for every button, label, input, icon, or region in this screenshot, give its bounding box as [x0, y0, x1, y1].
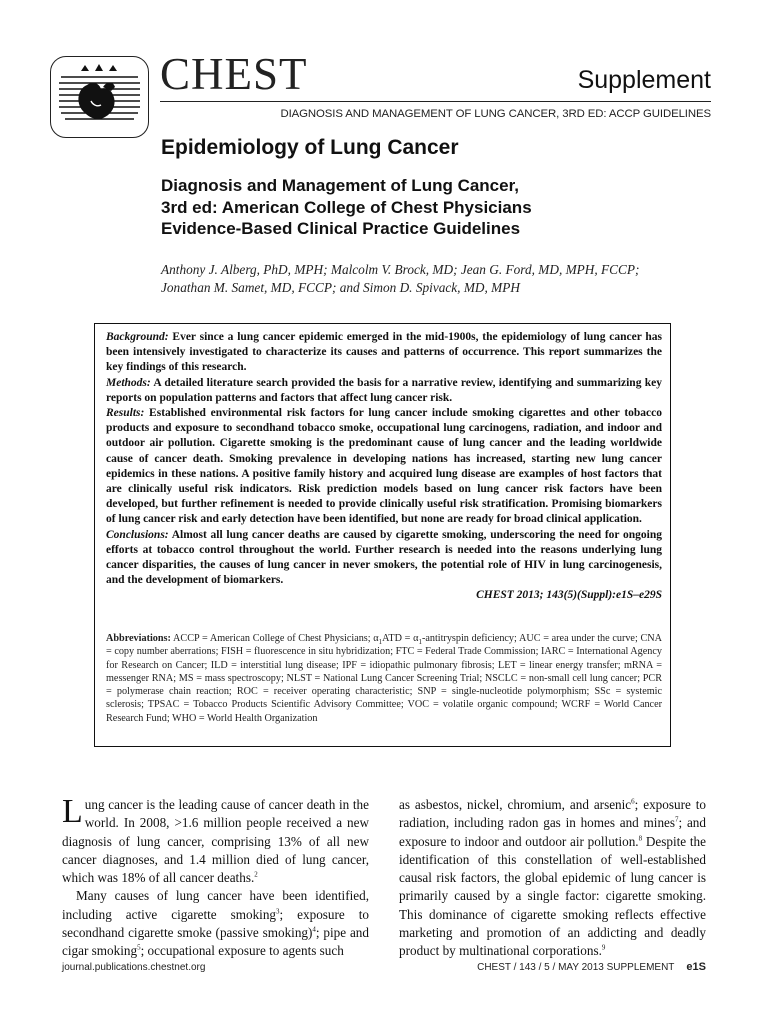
supplement-label: Supplement — [577, 66, 711, 94]
article-subtitle — [161, 175, 721, 240]
body-text: ; and exposure to indoor and outdoor air pollution. — [399, 815, 706, 849]
conclusions-text: Almost all lung cancer deaths are caused by cigarette smoking, underscoring the need for ongoing efforts at tobacco control throughout the world. Further research is needed into the reasons underlying lung cancer disparities, the causes of lung cancer in never smokers, the potential role of HIV in lung carcinogenesis, and the development of biomarkers. — [106, 528, 662, 587]
reference-marker: 3 — [276, 907, 280, 916]
results-label: Results: — [106, 407, 145, 420]
abstract-text — [106, 330, 662, 604]
series-title: DIAGNOSIS AND MANAGEMENT OF LUNG CANCER, 3RD ED: ACCP GUIDELINES — [280, 108, 711, 120]
abbreviations-label: Abbreviations: — [106, 633, 171, 644]
author-list — [161, 261, 639, 297]
article-title: Epidemiology of Lung Cancer — [161, 136, 459, 159]
reference-marker: 4 — [312, 925, 316, 934]
footer-citation — [477, 961, 706, 973]
reference-marker: 6 — [631, 797, 635, 806]
page-number: e1S — [686, 961, 706, 973]
reference-marker: 2 — [254, 870, 258, 879]
conclusions-label: Conclusions: — [106, 528, 169, 541]
abbrev-subscript: 1 — [418, 638, 422, 647]
body-text: ; pipe and cigar smoking — [62, 925, 369, 959]
body-text: Many causes of lung cancer have been identified, including active cigarette smoking — [62, 888, 369, 922]
citation: CHEST 2013; 143(5)(Suppl):e1S–e29S — [476, 589, 662, 602]
body-paragraph — [62, 793, 369, 887]
abstract-conclusions — [106, 528, 662, 589]
drop-cap: L — [62, 793, 83, 830]
abstract-background — [106, 330, 662, 376]
journal-name: CHEST — [160, 49, 308, 99]
abstract-box — [94, 323, 671, 747]
abbreviations — [106, 632, 662, 725]
chest-logo-icon — [51, 57, 148, 137]
body-text: as asbestos, nickel, chromium, and arsenic — [399, 797, 632, 812]
abbreviations-text-b: ATD = α — [382, 633, 419, 644]
subtitle-line: Evidence-Based Clinical Practice Guidelines — [161, 219, 521, 238]
subtitle-line: 3rd ed: American College of Chest Physicians — [161, 197, 532, 217]
results-text: Established environmental risk factors for lung cancer include smoking cigarettes and other tobacco products and exposure to secondhand tobacco smoke, occupational lung carcinogens, radiation, and indoor and outdoor air pollution. Cigarette smoking is the predominant cause of lung cancer and the leading worldwide cause of cancer death. Smoking prevalence in developing nations has increased, starting new lung cancer epidemics in these nations. A positive family history and acquired lung disease are examples of host factors that are clinically useful risk indicators. Risk prediction models based on lung cancer risk factors have been developed, but further refinement is needed to provide clinically useful risk stratification. Promising biomarkers of lung cancer risk and early detection have been identified, but none are ready for broad clinical application. — [106, 407, 662, 526]
author-line: Jonathan M. Samet, MD, FCCP; and Simon D. Spivack, MD, MPH — [161, 280, 520, 295]
abstract-methods — [106, 376, 662, 406]
body-text: ; occupational exposure to agents such — [140, 943, 344, 959]
footer-journal-info: CHEST / 143 / 5 / MAY 2013 SUPPLEMENT — [477, 962, 675, 973]
abbreviations-text-c: -antitryspin deficiency; AUC = area under the curve; CNA = copy number aberrations; FISH = fluorescence in situ hybridization; FTC = Federal Trade Commission; IARC = International Agency for Research on Cancer; ILD = interstitial lung disease; IPF = idiopathic pulmonary fibrosis; LET = linear energy transfer; mRNA = messenger RNA; MS = mass spectroscopy; NLST = National Lung Cancer Screening Trial; NSCLC = non-small cell lung cancer; PCR = polymerase chain reaction; ROC = receiver operating characteristic; SNP = single-nucleotide polymorphism; SSc = systemic sclerosis; TPSAC = Tobacco Products Scientific Advisory Committee; VOC = volatile organic compound; WCRF = World Cancer Research Fund; WHO = World Health Organization — [106, 633, 662, 724]
methods-label: Methods: — [106, 376, 151, 389]
footer-url[interactable]: journal.publications.chestnet.org — [62, 962, 206, 973]
body-text: Despite the identification of this constellation of well-established causal risk factors, the global epidemic of lung cancer is primarily caused by a single factor: cigarette smoking. This dominance of cigarette smoking reflects effective marketing and promotion of an addicting and deadly product by multinational corporations. — [399, 833, 706, 959]
body-column-right — [399, 796, 706, 961]
header-rule — [160, 101, 711, 102]
methods-text: A detailed literature search provided the basis for a narrative review, identifying and summarizing key reports on population patterns and factors that affect lung cancer risk. — [106, 376, 662, 404]
body-text: ; exposure to secondhand cigarette smoke (passive smoking) — [62, 906, 369, 941]
background-text: Ever since a lung cancer epidemic emerged in the mid-1900s, the epidemiology of lung cancer has been intensively investigated to characterize its causes and patterns of occurrence. This report summarizes the key findings of this research. — [106, 331, 662, 374]
background-label: Background: — [106, 331, 169, 343]
abbrev-subscript: 1 — [378, 638, 383, 647]
abbreviations-text-a: ACCP = American College of Chest Physicians; α — [170, 633, 379, 644]
author-line: Anthony J. Alberg, PhD, MPH; Malcolm V. Brock, MD; Jean G. Ford, MD, MPH, FCCP; — [161, 262, 640, 277]
body-text: ; exposure to radiation, including radon gas in homes and mines — [399, 797, 707, 831]
reference-marker: 8 — [638, 834, 643, 843]
reference-marker: 5 — [137, 943, 141, 952]
reference-marker: 7 — [675, 815, 679, 824]
chest-logo — [50, 56, 149, 138]
body-column-left — [62, 793, 369, 961]
body-paragraph — [62, 887, 369, 960]
subtitle-line: Diagnosis and Management of Lung Cancer, — [161, 176, 519, 195]
abstract-results — [106, 406, 662, 528]
body-text: ung cancer is the leading cause of cancer death in the world. In 2008, >1.6 million people received a new diagnosis of lung cancer, comprising 13% of all new cancer diagnoses, and 1.4 million died of lung cancer, which was 18% of all cancer deaths. — [62, 797, 369, 886]
body-paragraph — [399, 796, 706, 961]
reference-marker: 9 — [601, 943, 606, 952]
